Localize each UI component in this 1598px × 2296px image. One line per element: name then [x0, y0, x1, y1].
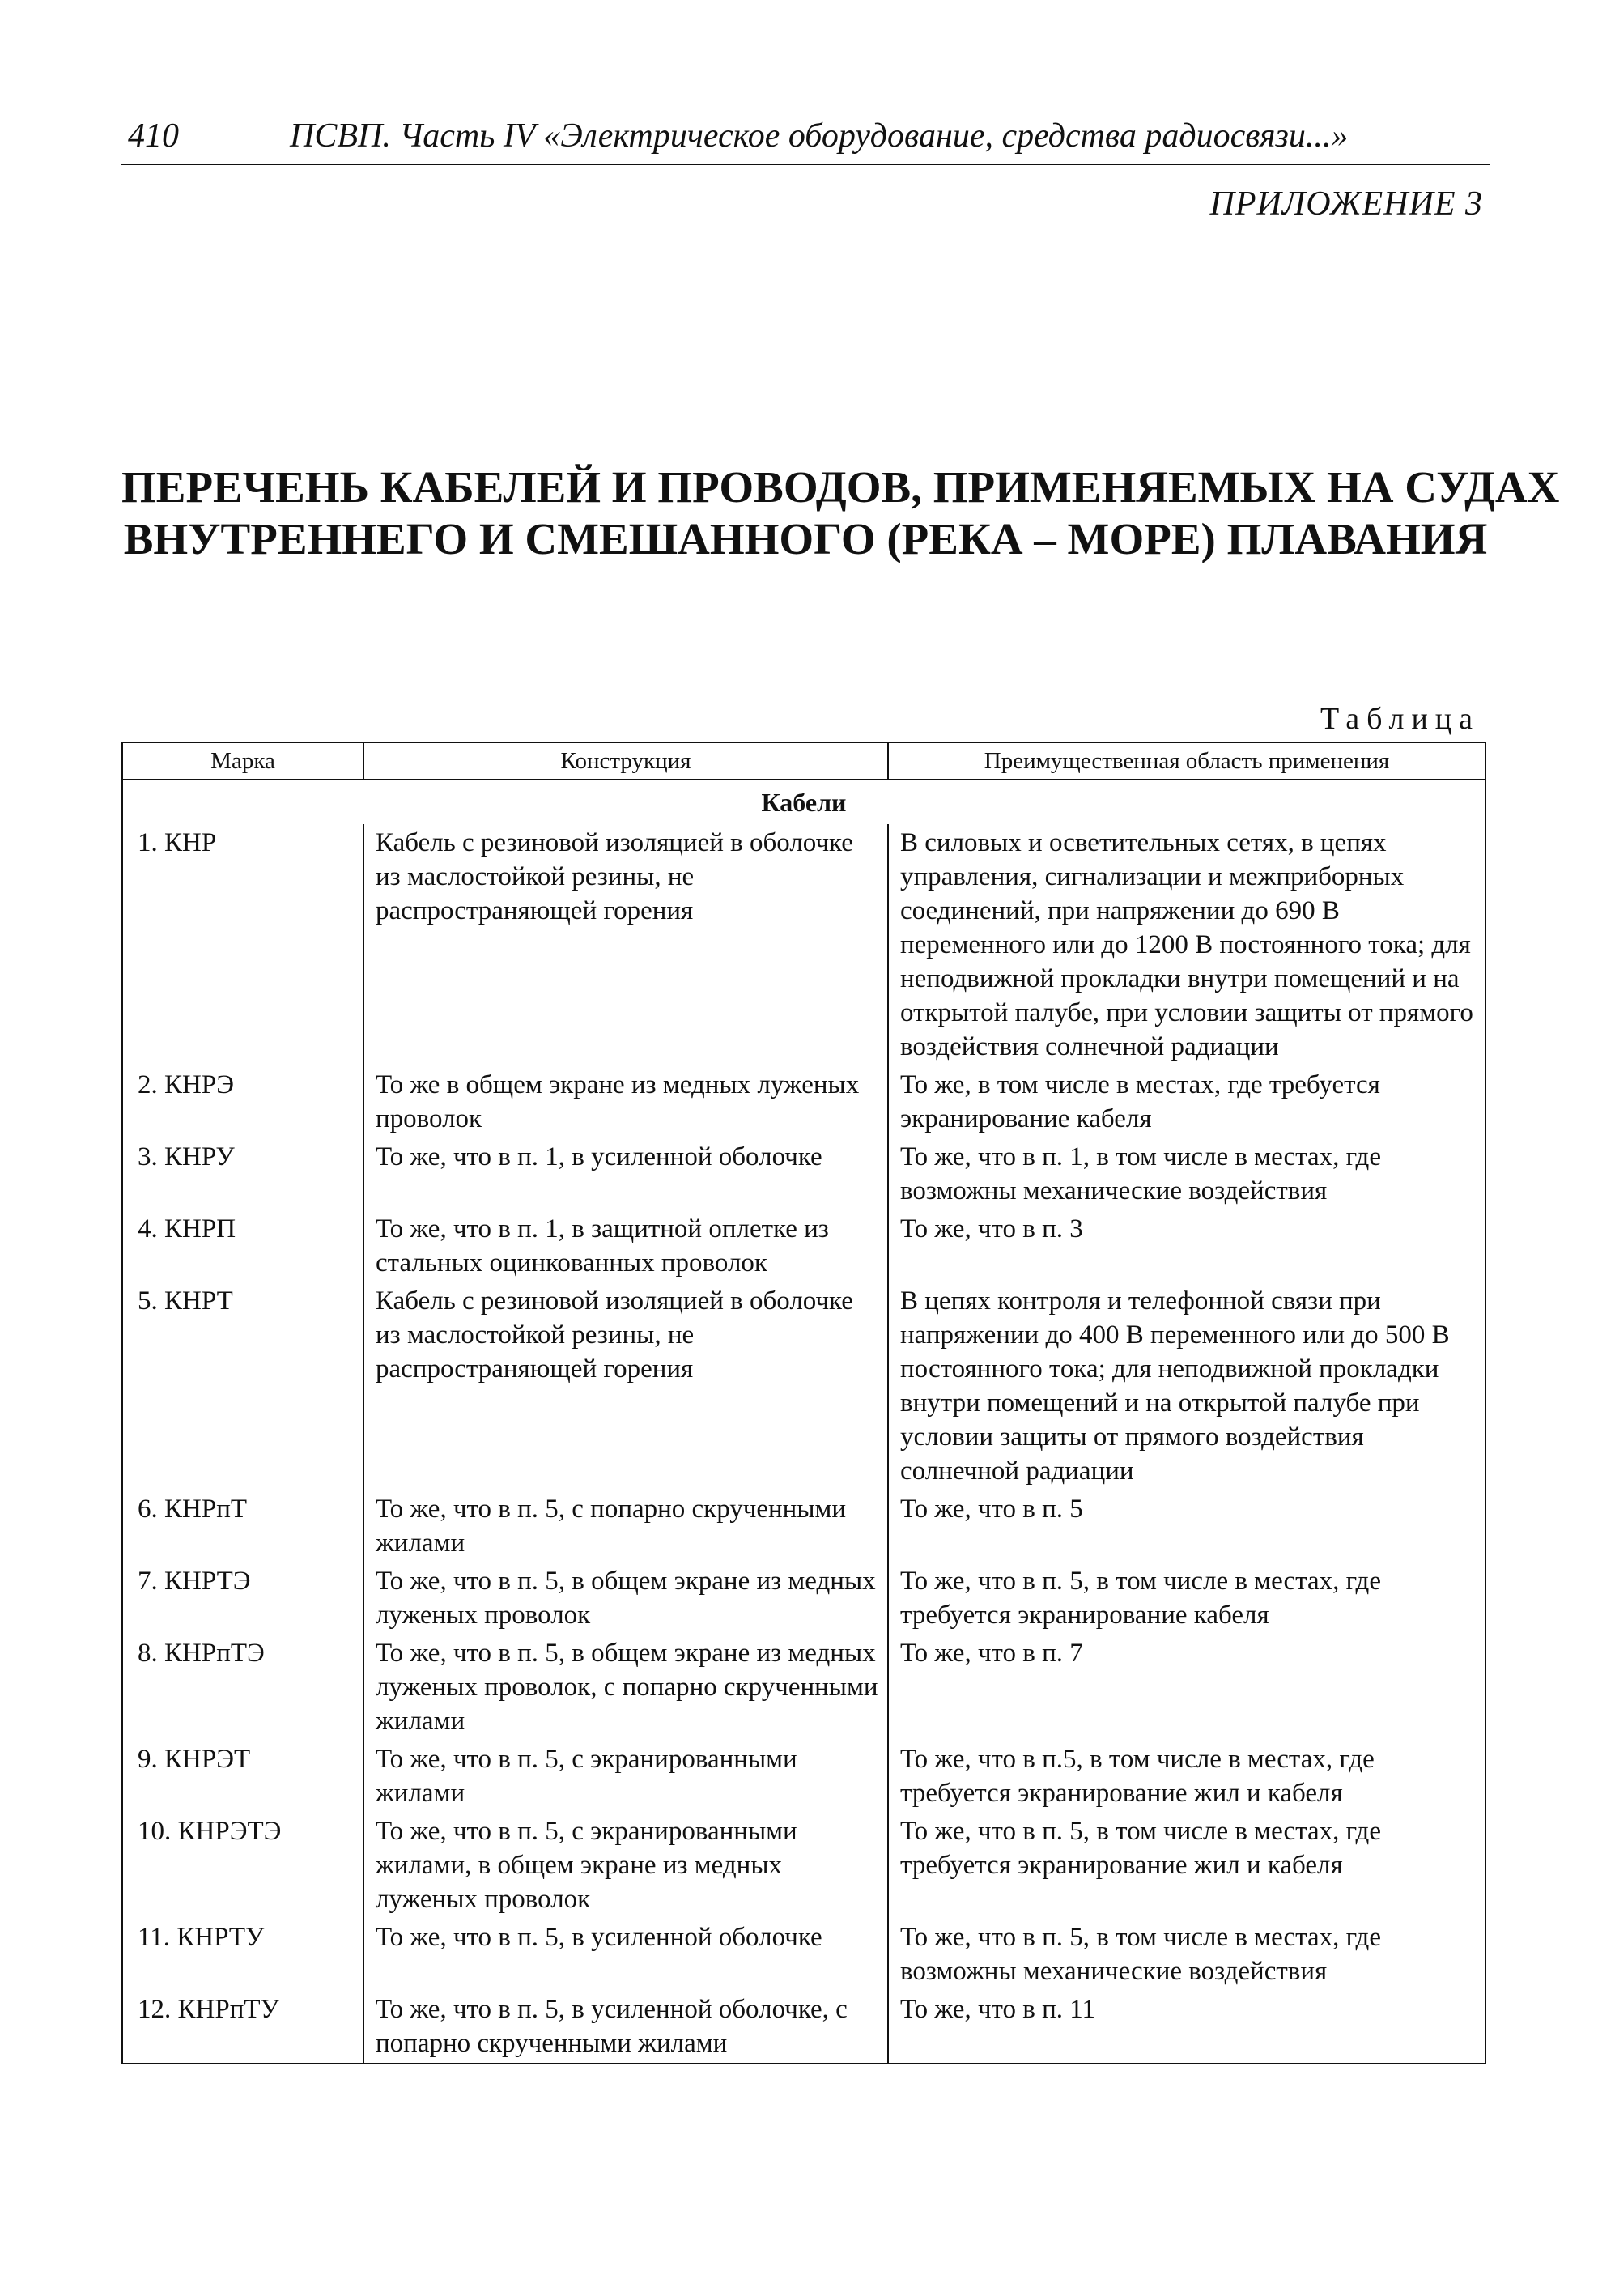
cell-application: В цепях контроля и телефонной связи при напряжении до 400 В переменного или до 500 В постоянного тока; для неподвижной прокладки внутри помещений и на открытой палубе при условии защиты от прямого воздействия солнечной радиации — [888, 1282, 1485, 1490]
cell-mark: 11. КНРТУ — [122, 1919, 363, 1991]
column-header-application: Преимущественная область применения — [888, 742, 1485, 780]
cell-construction: То же, что в п. 5, в усиленной оболочке — [363, 1919, 888, 1991]
table-row — [122, 1282, 1485, 1490]
cell-mark: 3. КНРУ — [122, 1138, 363, 1210]
page-number: 410 — [128, 117, 179, 155]
group-title: Кабели — [122, 780, 1485, 824]
cell-construction: То же, что в п. 1, в защитной оплетке из стальных оцинкованных проволок — [363, 1210, 888, 1282]
table-row — [122, 1563, 1485, 1635]
table-row — [122, 1490, 1485, 1563]
cell-mark: 10. КНРЭТЭ — [122, 1813, 363, 1919]
cell-mark: 6. КНРпТ — [122, 1490, 363, 1563]
cell-application: То же, что в п. 3 — [888, 1210, 1485, 1282]
cell-application: То же, что в п. 5, в том числе в местах, где требуется экранирование кабеля — [888, 1563, 1485, 1635]
cell-application: В силовых и осветительных сетях, в цепях управления, сигнализации и межприборных соединений, при напряжении до 690 В переменного или до 1200 В постоянного тока; для неподвижной прокладки внутри помещений и на открытой палубе, при условии защиты от прямого воздействия солнечной радиации — [888, 824, 1485, 1066]
table-row — [122, 1813, 1485, 1919]
group-row — [122, 780, 1485, 824]
table-row — [122, 1919, 1485, 1991]
cell-construction: То же, что в п. 5, в усиленной оболочке, с попарно скрученными жилами — [363, 1991, 888, 2064]
column-header-mark: Марка — [122, 742, 363, 780]
table-row — [122, 1741, 1485, 1813]
cell-application: То же, что в п. 1, в том числе в местах, где возможны механические воздействия — [888, 1138, 1485, 1210]
cell-construction: То же, что в п. 1, в усиленной оболочке — [363, 1138, 888, 1210]
cell-construction: То же в общем экране из медных луженых проволок — [363, 1066, 888, 1138]
running-head — [121, 113, 1490, 165]
cell-construction: Кабель с резиновой изоляцией в оболочке из маслостойкой резины, не распространяющей горения — [363, 1282, 888, 1490]
cell-mark: 2. КНРЭ — [122, 1066, 363, 1138]
cell-mark: 12. КНРпТУ — [122, 1991, 363, 2064]
cell-construction: То же, что в п. 5, с попарно скрученными жилами — [363, 1490, 888, 1563]
page-title — [121, 461, 1560, 565]
table-row — [122, 1210, 1485, 1282]
cell-mark: 8. КНРпТЭ — [122, 1635, 363, 1741]
table-row — [122, 1991, 1485, 2064]
cell-construction: То же, что в п. 5, с экранированными жилами, в общем экране из медных луженых проволок — [363, 1813, 888, 1919]
cell-application: То же, что в п. 5 — [888, 1490, 1485, 1563]
table-row — [122, 1138, 1485, 1210]
cell-application: То же, что в п. 7 — [888, 1635, 1485, 1741]
cell-application: То же, что в п. 5, в том числе в местах, где возможны механические воздействия — [888, 1919, 1485, 1991]
cell-application: То же, что в п. 5, в том числе в местах, где требуется экранирование жил и кабеля — [888, 1813, 1485, 1919]
page-title-line-2: ВНУТРЕННЕГО И СМЕШАННОГО (РЕКА – МОРЕ) ПЛАВАНИЯ — [123, 514, 1488, 563]
running-title: ПСВП. Часть IV «Электрическое оборудование, средства радиосвязи...» — [290, 117, 1349, 155]
cell-construction: То же, что в п. 5, в общем экране из медных луженых проволок — [363, 1563, 888, 1635]
table-header-row — [122, 742, 1485, 780]
cell-mark: 7. КНРТЭ — [122, 1563, 363, 1635]
cell-application: То же, что в п.5, в том числе в местах, где требуется экранирование жил и кабеля — [888, 1741, 1485, 1813]
column-header-construction: Конструкция — [363, 742, 888, 780]
cell-mark: 9. КНРЭТ — [122, 1741, 363, 1813]
page-title-line-1: ПЕРЕЧЕНЬ КАБЕЛЕЙ И ПРОВОДОВ, ПРИМЕНЯЕМЫХ НА СУДАХ — [121, 462, 1560, 512]
table-row — [122, 824, 1485, 1066]
cell-construction: То же, что в п. 5, с экранированными жилами — [363, 1741, 888, 1813]
cell-application: То же, что в п. 11 — [888, 1991, 1485, 2064]
appendix-label: ПРИЛОЖЕНИЕ 3 — [1209, 185, 1483, 223]
table-row — [122, 1066, 1485, 1138]
cell-mark: 1. КНР — [122, 824, 363, 1066]
cable-table — [121, 742, 1485, 2118]
cell-mark: 4. КНРП — [122, 1210, 363, 1282]
cell-construction: Кабель с резиновой изоляцией в оболочке из маслостойкой резины, не распространяющей горения — [363, 824, 888, 1066]
table-caption: Таблица — [1320, 702, 1480, 736]
cell-mark: 5. КНРТ — [122, 1282, 363, 1490]
cell-construction: То же, что в п. 5, в общем экране из медных луженых проволок, с попарно скрученными жилами — [363, 1635, 888, 1741]
cell-application: То же, в том числе в местах, где требуется экранирование кабеля — [888, 1066, 1485, 1138]
table-row — [122, 1635, 1485, 1741]
